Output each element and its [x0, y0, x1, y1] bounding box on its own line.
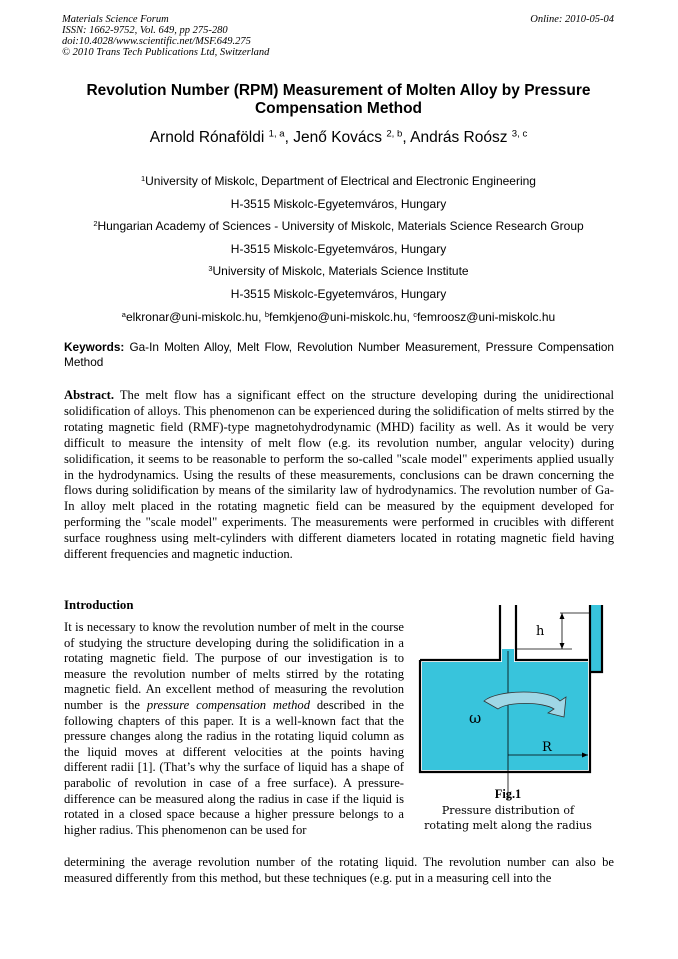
doi-line: doi:10.4028/www.scientific.net/MSF.649.275	[62, 36, 251, 47]
intro-paragraph-continued: determining the average revolution number of the rotating liquid. The revolution number can also be measured differently from this method, but these techniques (e.g. put in a measuring cell into the	[64, 855, 614, 885]
affiliation-name	[62, 215, 615, 238]
affiliation-name	[62, 170, 615, 193]
affiliation-mark: 2	[93, 219, 98, 229]
abstract-label: Abstract.	[64, 388, 115, 402]
publication-header	[62, 14, 269, 58]
email-mark: c	[413, 309, 417, 319]
author-name: Arnold Rónaföldi	[149, 129, 265, 146]
email-list	[62, 306, 615, 329]
email-link[interactable]: elkronar@uni-miskolc.hu,	[125, 309, 262, 324]
email-mark: b	[264, 309, 269, 319]
section-heading: Introduction	[64, 598, 134, 612]
label-r: R	[542, 740, 552, 755]
intro-text: described in the following chapters of this paper. It is a well-known fact that the pressure changes along the radius in the rotating liquid column as the liquid moves at different velocities at the points having different radii [1]. (That’s why the surface of liquid has a shape of parabolic of revolution in case of a free surface). A pressure-difference can be measured along the radius in case if the liquid is rotated in a closed space because a higher pressure belongs to a higher radius. This phenomenon can be used for	[64, 697, 404, 837]
author-list: Arnold Rónaföldi $^{1, a}$, Jenő Kovács $^{2, b}$, András Roósz $^{3, c}$	[149, 128, 528, 146]
affiliation-list	[62, 170, 615, 328]
affiliation-text: Hungarian Academy of Sciences - University of Miskolc, Materials Science Research Group	[97, 219, 584, 234]
abstract-text: The melt flow has a significant effect on the structure developing during the unidirectional solidification of alloys. This phenomenon can be experienced during the solidification of melts stirred by the rotating magnetic field (RMF)-type magnetohydrodynamic (MHD) facility as well. As it would be very difficult to measure the intensity of melt flow (e.g. its revolution number, angular velocity) during solidification, it seems to be reasonable to perform the so-called "scale model" experiments applied usually in the hydrodynamics. Using the results of these measurements, conclusions can be drawn concerning the flows during solidification by means of the similarity law of hydrodynamics. The revolution number of Ga-In alloy melt placed in the rotating magnetic field can be measured by the equipment developed for performing the "scale model" experiments. The measurements were performed in crucibles with different surface roughness using melt-cylinders with different diameters located in rotating magnetic field having different frequencies and magnetic induction.	[64, 388, 614, 562]
side-tube-liquid	[590, 605, 602, 672]
figure-number: Fig.1	[494, 787, 522, 801]
caption-line: rotating melt along the radius	[424, 819, 592, 832]
affiliation-address: H-3515 Miskolc-Egyetemváros, Hungary	[230, 196, 447, 211]
h-arrow-down-icon	[560, 643, 565, 649]
author-affiliation-mark: 3, c	[511, 128, 528, 140]
issn-line: ISSN: 1662-9752, Vol. 649, pp 275-280	[62, 25, 228, 36]
author-name: András Roósz	[410, 129, 508, 146]
online-date: Online: 2010-05-04	[530, 14, 614, 25]
affiliation-text: University of Miskolc, Materials Science Institute	[212, 264, 469, 279]
label-omega: ω	[469, 709, 482, 727]
keywords-text: Ga-In Molten Alloy, Melt Flow, Revolution Number Measurement, Pressure Compensation Method	[64, 340, 614, 369]
author-name: Jenő Kovács	[293, 129, 383, 146]
affiliation-mark: 1	[141, 173, 146, 183]
affiliation-address: H-3515 Miskolc-Egyetemváros, Hungary	[230, 286, 447, 301]
copyright-line: © 2010 Trans Tech Publications Ltd, Switzerland	[62, 47, 270, 58]
email-link[interactable]: femroosz@uni-miskolc.hu	[416, 309, 556, 324]
affiliation-mark: 3	[208, 264, 213, 274]
email-link[interactable]: femkjeno@uni-miskolc.hu,	[268, 309, 410, 324]
caption-line: Pressure distribution of	[441, 803, 575, 817]
abstract-section	[64, 388, 614, 563]
intro-text: It is necessary to know the revolution number of melt in the course of studying the structure developing during the solidification in a rotating magnetic field. The purpose of our investigation is to measure the revolution number of melts stirred by the rotating magnetic field. An excellent method of measuring the revolution number is the	[64, 620, 404, 712]
paper-title: Revolution Number (RPM) Measurement of Molten Alloy by Pressure Compensation Method	[86, 82, 591, 117]
figure-caption	[412, 787, 604, 834]
intro-paragraph	[64, 620, 404, 838]
email-mark: a	[121, 309, 126, 319]
affiliation-text: University of Miskolc, Department of Electrical and Electronic Engineering	[145, 174, 536, 188]
keywords-label: Keywords:	[64, 340, 125, 354]
keywords-section	[64, 340, 614, 370]
author-affiliation-mark: 1, a	[268, 128, 285, 140]
label-h: h	[536, 624, 545, 639]
intro-emphasis: pressure compensation method	[146, 697, 310, 712]
affiliation-address: H-3515 Miskolc-Egyetemváros, Hungary	[230, 241, 447, 256]
affiliation-name	[62, 260, 615, 283]
author-affiliation-mark: 2, b	[386, 128, 403, 140]
h-arrow-up-icon	[560, 613, 565, 619]
journal-name: Materials Science Forum	[62, 14, 169, 25]
